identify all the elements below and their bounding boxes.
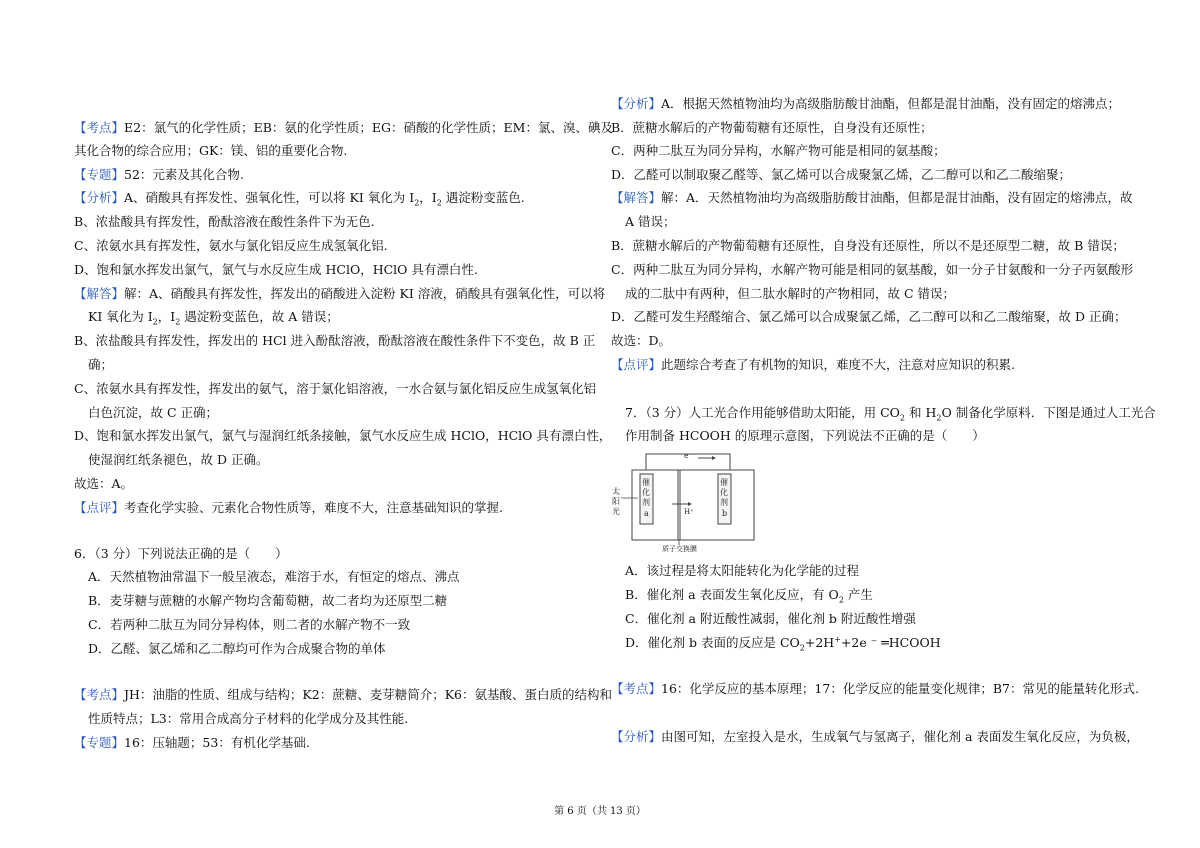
page-footer: 第 6 页（共 13 页）	[554, 806, 646, 817]
q7-option-d: D．催化剂 b 表面的反应是 $CO_2+2H^++2e$ ⁻ ═HCOOH	[625, 634, 941, 653]
q6-option-d: D．乙醛、氯乙烯和乙二醇均可作为合成聚合物的单体	[88, 641, 386, 656]
proton-label: H⁺	[684, 508, 694, 516]
q6-fenxi-c: C．两种二肽互为同分异构，水解产物可能是相同的氨基酸；	[611, 143, 946, 158]
catalyst-b-label-2: 化	[720, 488, 728, 497]
q6-jieda-d: D．乙醛可发生羟醛缩合、氯乙烯可以合成聚氯乙烯，乙二醇可以和乙二酸缩聚，故 D 正确；	[611, 309, 1127, 324]
q6-option-b: B．麦芽糖与蔗糖的水解产物均含葡萄糖，故二者均为还原型二糖	[88, 593, 448, 608]
q6-option-c: C．若两种二肽互为同分异构体，则二者的水解产物不一致	[88, 617, 411, 632]
q5-fenxi-c: C、浓氨水具有挥发性，氨水与氯化铝反应生成氢氧化铝.	[74, 238, 388, 253]
catalyst-a-label-1: 催	[642, 478, 650, 487]
q7-option-c: C．催化剂 a 附近酸性减弱，催化剂 b 附近酸性增强	[625, 611, 916, 626]
catalyst-a-label-4: a	[644, 509, 649, 518]
q6-jieda-c2: 成的二肽中有两种，但二肽水解时的产物相同，故 C 错误；	[625, 286, 956, 301]
catalyst-b-label-1: 催	[720, 478, 728, 487]
catalyst-b-label-4: b	[722, 509, 728, 518]
q6-kaodian-line2: 性质特点；L3：常用合成高分子材料的化学成分及其性能.	[88, 711, 409, 726]
sunlight-label-3: 光	[612, 507, 620, 516]
q5-jieda-c1: C、浓氨水具有挥发性，挥发出的氨气，溶于氯化铝溶液，一水合氨与氯化铝反应生成氢氧化铝	[74, 381, 597, 396]
catalyst-a-label-3: 剂	[642, 498, 650, 507]
q6-dianping: 【点评】此题综合考查了有机物的知识，难度不大，注意对应知识的积累.	[611, 357, 1015, 372]
sunlight-label-1: 太	[612, 487, 620, 496]
q5-jieda-a2: KI 氧化为 $I_2$，$I_2$ 遇淀粉变蓝色，故 A 错误；	[88, 309, 339, 327]
q5-jieda-b1: B、浓盐酸具有挥发性，挥发出的 HCl 进入酚酞溶液，酚酞溶液在酸性条件下不变色，故 B 正	[74, 333, 596, 348]
q6-jieda-c1: C．两种二肽互为同分异构，水解产物可能是相同的氨基酸，如一分子甘氨酸和一分子丙氨酸形	[611, 262, 1134, 277]
electron-arrowhead	[712, 456, 716, 460]
q6-fenxi-d: D．乙醛可以制取聚乙醛等、氯乙烯可以合成聚氯乙烯，乙二醇可以和乙二酸缩聚；	[611, 167, 1072, 182]
q6-jieda-a2: A 错误；	[625, 214, 676, 229]
catalyst-b-label-3: 剂	[720, 498, 728, 507]
q6-kaodian-line1: 【考点】JH：油脂的性质、组成与结构；K2：蔗糖、麦芽糖简介；K6：氨基酸、蛋白质的结构和	[74, 687, 613, 702]
q5-jieda-d2: 使湿润红纸条褪色，故 D 正确。	[88, 452, 269, 467]
q5-fenxi-b: B、浓盐酸具有挥发性，酚酞溶液在酸性条件下为无色.	[74, 214, 375, 229]
q5-kaodian-line1: 【考点】E2：氯气的化学性质；EB：氨的化学性质；EG：硝酸的化学性质；EM：氯、溴、碘及	[74, 120, 613, 135]
q5-jieda-c2: 白色沉淀，故 C 正确；	[88, 405, 219, 420]
q6-fenxi-b: B．蔗糖水解后的产物葡萄糖有还原性，自身没有还原性；	[611, 120, 933, 135]
membrane-label: 质子交换膜	[662, 545, 697, 552]
q6-guxuan: 故选：D。	[611, 333, 672, 348]
q5-guxuan: 故选：A。	[74, 476, 134, 491]
q7-option-a: A．该过程是将太阳能转化为化学能的过程	[625, 563, 860, 578]
q5-fenxi-a: 【分析】A、硝酸具有挥发性、强氧化性，可以将 KI 氧化为 $I_2$，$I_2$ 遇淀粉变蓝色.	[74, 190, 525, 208]
q7-fenxi: 【分析】由图可知，左室投入是水，生成氧气与氢离子，催化剂 a 表面发生氧化反应，为负极，	[611, 729, 1139, 744]
q6-zhuanti: 【专题】16：压轴题；53：有机化学基础.	[74, 735, 310, 750]
q5-dianping: 【点评】考查化学实验、元素化合物性质等，难度不大，注意基础知识的掌握.	[74, 500, 503, 515]
q6-stem: 6．（3 分）下列说法正确的是（ ）	[74, 546, 288, 561]
q5-jieda-b2: 确；	[88, 357, 114, 372]
q6-fenxi-a: 【分析】A．根据天然植物油均为高级脂肪酸甘油酯，但都是混甘油酯，没有固定的熔沸点；	[611, 96, 1121, 111]
sunlight-label-2: 阳	[612, 497, 620, 506]
electron-label: e⁻	[684, 452, 693, 460]
q6-option-a: A．天然植物油常温下一般呈液态，难溶于水，有恒定的熔点、沸点	[88, 569, 460, 584]
q7-kaodian: 【考点】16：化学反应的基本原理；17：化学反应的能量变化规律；B7：常见的能量转化形式.	[611, 681, 1139, 696]
q6-jieda-a1: 【解答】解：A．天然植物油均为高级脂肪酸甘油酯，但都是混甘油酯，没有固定的熔沸点，故	[611, 190, 1133, 205]
q5-zhuanti: 【专题】52：元素及其化合物.	[74, 167, 244, 182]
q7-option-b: B．催化剂 a 表面发生氧化反应，有 $O_2$ 产生	[625, 587, 873, 605]
q5-kaodian-line2: 其化合物的综合应用；GK：镁、铝的重要化合物.	[74, 143, 348, 158]
q5-jieda-a1: 【解答】解：A、硝酸具有挥发性，挥发出的硝酸进入淀粉 KI 溶液，硝酸具有强氧化性，可以将	[74, 286, 606, 301]
artificial-photosynthesis-diagram	[610, 450, 770, 552]
q7-stem-line1: 7．（3 分）人工光合作用能够借助太阳能，用 $CO_2$ 和 $H_2O$ 制备化学原料．下图是通过人工光合	[625, 405, 1156, 423]
catalyst-a-label-2: 化	[642, 488, 650, 497]
q6-jieda-b: B．蔗糖水解后的产物葡萄糖有还原性，自身没有还原性，所以不是还原型二糖，故 B 错误；	[611, 238, 1125, 253]
q5-fenxi-d: D、饱和氯水挥发出氯气，氯气与水反应生成 HClO，HClO 具有漂白性.	[74, 262, 478, 277]
q7-stem-line2: 作用制备 HCOOH 的原理示意图，下列说法不正确的是（ ）	[625, 428, 985, 443]
q5-jieda-d1: D、饱和氯水挥发出氯气，氯气与湿润红纸条接触，氯气水反应生成 HClO，HClO 具有漂白性，	[74, 428, 612, 443]
